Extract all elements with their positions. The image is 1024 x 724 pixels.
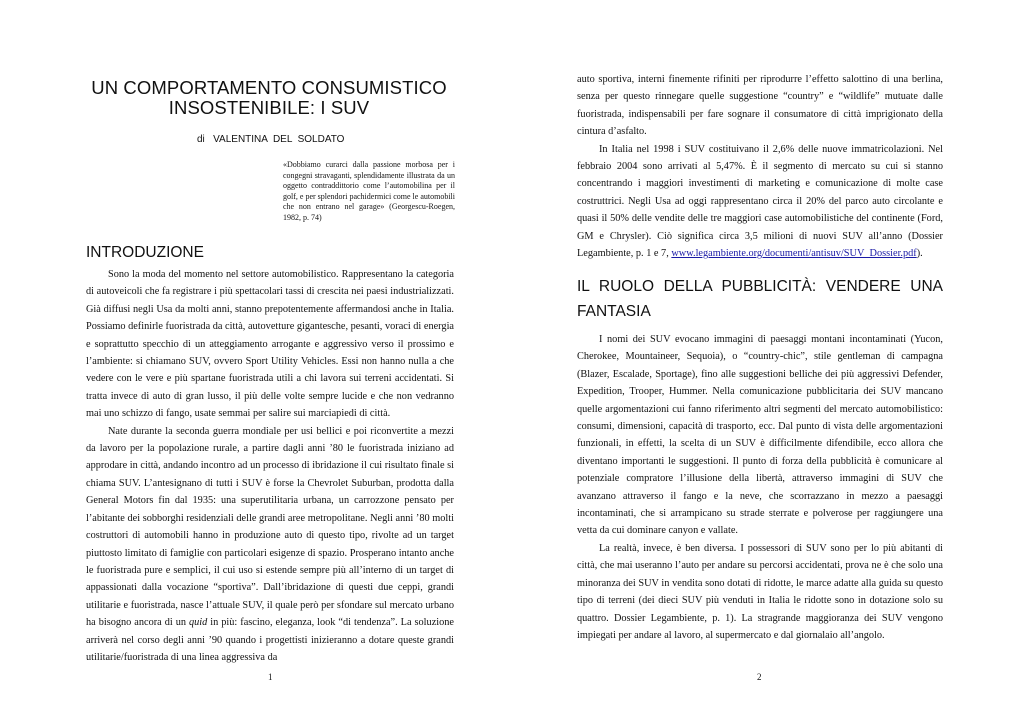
page-2-body-top: [577, 71, 943, 262]
paragraph-text: ).: [916, 248, 923, 260]
paragraph: La realtà, invece, è ben diversa. I possessori di SUV sono per lo più abitanti di città, che mai useranno l’auto per andare su percorsi accidentati, prova ne è che solo una minoranza dei SUV in vendita sono dotati di ridotte, le marce adatte alla guida su questo tipo di terreni (dei dieci SUV più venduti in Italia le ridotte sono in dotazione solo su quattro. Dossier Legambiente, p. 1). La stragrande maggioranza dei SUV vengono impiegati per andare al lavoro, al supermercato e dal giornalaio all’angolo.: [577, 542, 943, 641]
section-heading-ruolo-pubblicita: IL RUOLO DELLA PUBBLICITÀ: VENDERE UNA FANTASIA: [577, 278, 943, 320]
emphasis-text: quid: [188, 617, 208, 629]
paragraph-text: In Italia nel 1998 i SUV costituivano il 2,6% delle nuove immatricolazioni. Nel febbraio 2004 sono arrivati al 5,47%. È il segmento di mercato su cui si stanno concentrando i maggiori investimenti di marketing e comunicazione di molte case costruttrici. Negli Usa ad oggi rappresentano circa il 20% del parco auto circolante e quasi il 50% delle vendite delle tre maggiori case automobilistiche del continente (Ford, GM e Chrysler). Ciò significa circa 3,5 milioni di nuovi SUV all’anno (Dossier Legambiente, p. 1 e 7,: [577, 143, 943, 260]
paragraph: auto sportiva, interni finemente rifiniti per riprodurre l’effetto salottino di una berlina, senza per questo rinnegare quelle suggestione “country” e “wildlife” mutuate dalle fuoristrada, indispensabili per fare sognare il consumatore di città imprigionato della cintura d’asfalto.: [577, 74, 943, 138]
paragraph: I nomi dei SUV evocano immagini di paesaggi montani incontaminati (Yucon, Cherokee, Mountaineer, Sequoia), o “country-chic”, stile gentleman di campagna (Blazer, Escalade, Sportage), fino alle suggestioni belliche dei più aggressivi Defender, Expedition, Trooper, Hummer. Nella comunicazione pubblicitaria dei SUV mancano quelle argomentazioni cui fanno riferimento altri segmenti del mercato automobilistico: consumi, dimensioni, capacità di trasporto, ecc. Dal punto di vista delle argomentazioni funzionali, in effetti, la scelta di un SUV è difficilmente difendibile, ecco allora che diventano importanti le suggestioni. Il punto di forza della pubblicità è comunicare al potenziale compratore l’illusione della libertà, attraverso immagini di SUV che avanzano attraverso il fango e la neve, che scorrazzano in mezzo a paesaggi incontaminati, che si arrampicano su strade sterrate e polverose per raggiungere una vetta da cui dominare canyon e vallate.: [577, 334, 943, 537]
paragraph: [86, 423, 454, 667]
page-2-body-bottom: [577, 331, 943, 644]
author-byline: di VALENTINA DEL SOLDATO: [197, 134, 345, 145]
page-number: 1: [268, 672, 273, 682]
title-line-2: INSOSTENIBILE: I SUV: [168, 97, 370, 118]
legambiente-dossier-link[interactable]: www.legambiente.org/documenti/antisuv/SUV_Dossier.pdf: [671, 248, 917, 260]
article-title: [86, 78, 452, 118]
epigraph-quote: «Dobbiamo curarci dalla passione morbosa per i congegni stravaganti, splendidamente illustrata da un oggetto contraddittorio come l’automobilina per il golf, e per splendori pachidermici come le automobili che non entrano nel garage» (Georgescu-Roegen, 1982, p. 74): [283, 160, 455, 222]
title-line-1: UN COMPORTAMENTO CONSUMISTICO: [91, 77, 447, 98]
section-heading-introduzione: INTRODUZIONE: [86, 244, 204, 261]
page-1-body: [86, 266, 454, 666]
page-number: 2: [757, 672, 762, 682]
paragraph: [577, 141, 943, 263]
paragraph: Sono la moda del momento nel settore automobilistico. Rappresentano la categoria di autoveicoli che fa registrare i più spettacolari tassi di crescita nei paesi industrializzati. Già diffusi negli Usa da molti anni, stanno prepotentemente affermandosi anche in Italia. Possiamo definirle fuoristrada da città, autovetture gigantesche, pesanti, voraci di energia e soprattutto specchio di un atteggiamento arrogante e aggressivo verso il prossimo e l’ambiente: si chiamano SUV, ovvero Sport Utility Vehicles. Essi non hanno nulla a che vedere con le vere e più spartane fuoristrada utili a chi lavora sui terreni accidentati. Si tratta invece di auto di gran lusso, il più delle volte sempre lucide e che non vedranno mai uno schizzo di fango, usate semmai per salire sui marciapiedi di città.: [86, 269, 454, 420]
paragraph-text: Nate durante la seconda guerra mondiale per usi bellici e poi riconvertite a mezzi da lavoro per la popolazione rurale, a partire dagli anni ’80 le fuoristrada iniziano ad approdare in città, andando incontro ad un processo di ibridazione il cui risultato finale si chiama SUV. L’antesignano di tutti i SUV è forse la Chevrolet Suburban, prodotta dalla General Motors fin dal 1935: una superutilitaria urbana, un carrozzone pensato per l’abitante dei sobborghi residenziali delle grandi aree metropolitane. Negli anni ’80 molti costruttori di automobili hanno in produzione auto di questo tipo, rivolte ad un target piuttosto limitato di famiglie con particolari esigenze di spazio. Prosperano intanto anche le fuoristrada pure e semplici, il cui uso si estende sempre più all’interno di un target di appassionati dalla vocazione “sportiva”. Dall’ibridazione di questi due ceppi, grandi utilitarie e fuoristrada, nasce l’attuale SUV, il quale però per sfondare sul mercato urbano ha bisogno ancora di un: [86, 425, 454, 629]
paragraph-text: in più: fascino, eleganza, look “di tendenza”. La soluzione arriverà nel corso degli anni ’90 quando i progettisti inizieranno a dotare queste grandi utilitarie/fuoristrada di una linea aggressiva da: [86, 617, 454, 663]
